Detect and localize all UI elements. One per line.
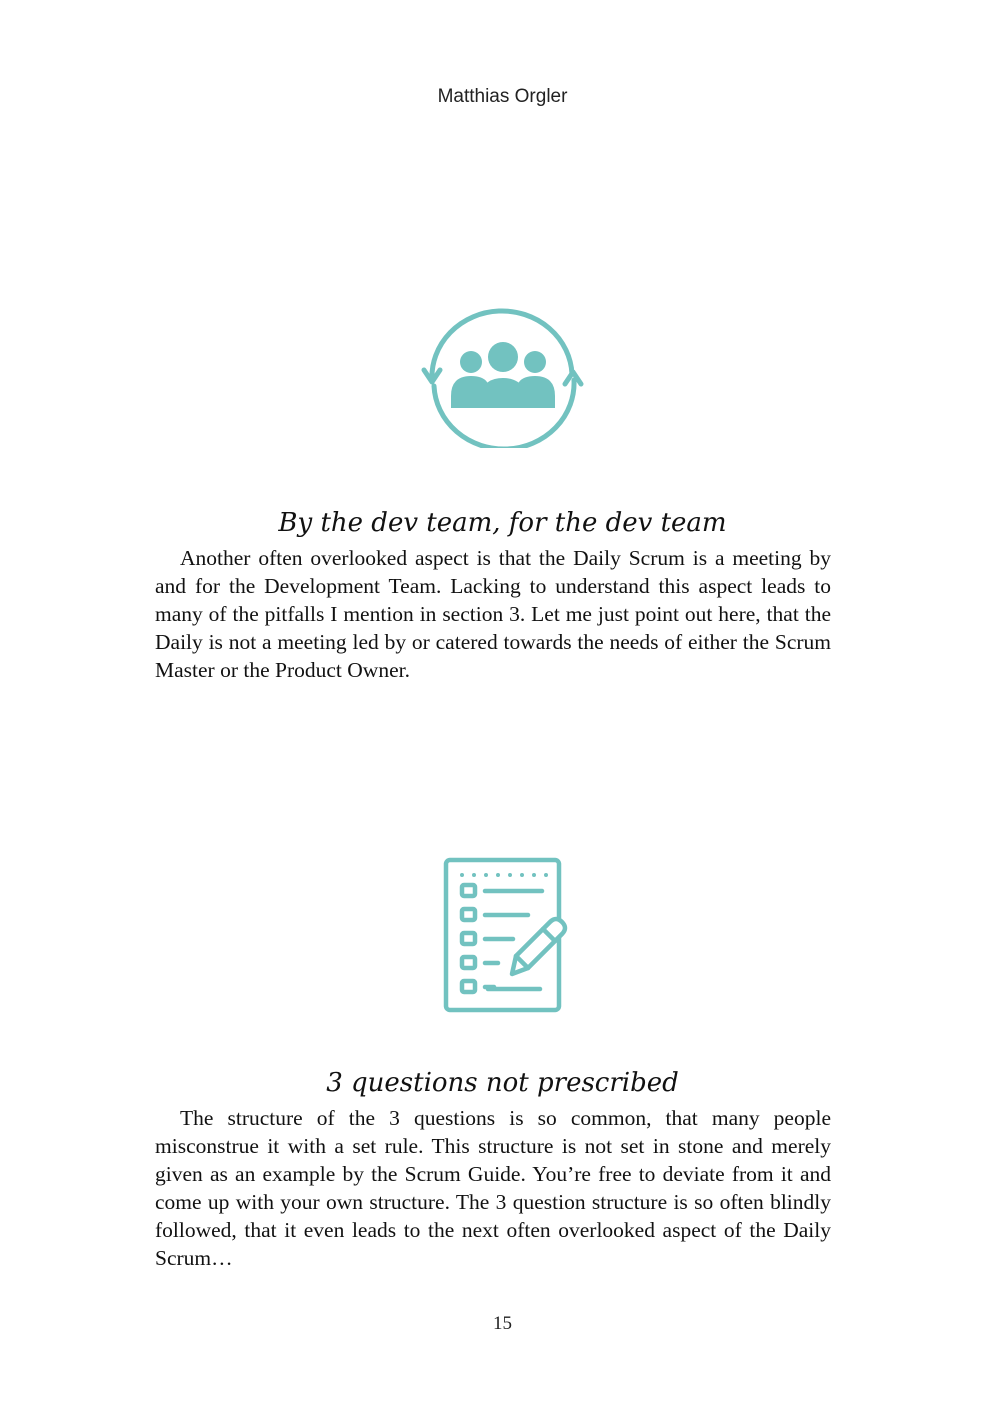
section-title-questions: 3 questions not prescribed: [326, 1068, 679, 1098]
section-body-dev-team: Another often overlooked aspect is that the Daily Scrum is a meeting by and for the Development Team. Lacking to understand this aspect leads to many of the pitfalls I mention in section 3. Let me just point out here, that the Daily is not a meeting led by or catered towards the needs of either the Scrum Master or the Product Owner.: [155, 546, 831, 682]
section-body-questions: The structure of the 3 questions is so common, that many people misconstrue it with a set rule. This structure is not set in stone and merely given as an example by the Scrum Guide. You’re free to deviate from it and come up with your own structure. The 3 question structure is so often blindly followed, that it even leads to the next often overlooked aspect of the Daily Scrum…: [155, 1106, 831, 1270]
checklist-pencil-icon: [0, 852, 1005, 1023]
running-header-author: Matthias Orgler: [437, 86, 568, 107]
team-cycle-icon: [0, 308, 1005, 453]
page-number: 15: [493, 1313, 512, 1334]
section-title-dev-team: By the dev team, for the dev team: [278, 508, 727, 538]
